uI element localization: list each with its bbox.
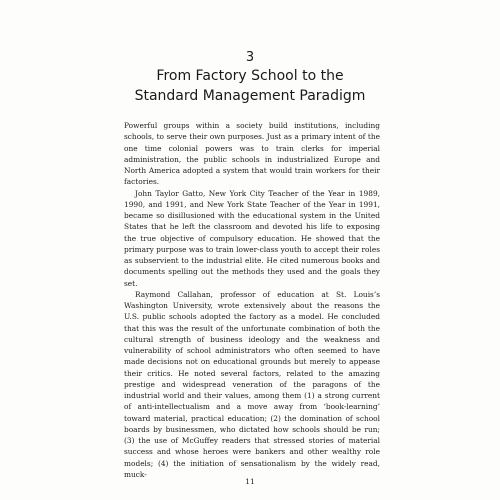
paragraph-3: Raymond Callahan, professor of education at St. Louis’s Washington University, wrote extensively about the reasons the U.S. public schools adopted the factory as a model. He concluded that this was the result of the unfortunate combination of both the cultural strength of business ideology and the weakness and vulnerability of school administrators who often seemed to have made decisions not on educational grounds but merely to appease their critics. He noted several factors, related to the amazing prestige and widespread veneration of the paragons of the industrial world and their values, among them (1) a strong current of anti-intellectualism and a move away from ‘book-learning’ toward material, practical education; (2) the domination of school boards by businessmen, who dictated how schools should be run; (3) the use of McGuffey readers that stressed stories of material success and whose heroes were bankers and other wealthy role models; (4) the initiation of sensationalism by the widely read, muck- [124,289,380,479]
chapter-title-line-1: From Factory School to the [156,68,344,84]
paragraph-1: Powerful groups within a society build institutions, including schools, to serve their own purposes. Just as a primary intent of the one time colonial powers was to train clerks for imperial administration, the public schools in industrialized Europe and North America adopted a system that would train workers for their factories. [124,121,380,187]
body-text [124,120,380,480]
chapter-number: 3 [245,50,255,65]
chapter-title [0,66,500,106]
page-number: 11 [245,477,255,486]
chapter-title-line-2: Standard Management Paradigm [134,88,366,104]
paragraph-2: John Taylor Gatto, New York City Teacher of the Year in 1989, 1990, and 1991, and New York State Teacher of the Year in 1991, became so disillusioned with the educational system in the United States that he left the classroom and devoted his life to exposing the true objective of compulsory education. He showed that the primary purpose was to train lower-class youth to accept their roles as subservient to the industrial elite. He cited numerous books and documents spelling out the methods they used and the goals they set. [124,188,380,288]
